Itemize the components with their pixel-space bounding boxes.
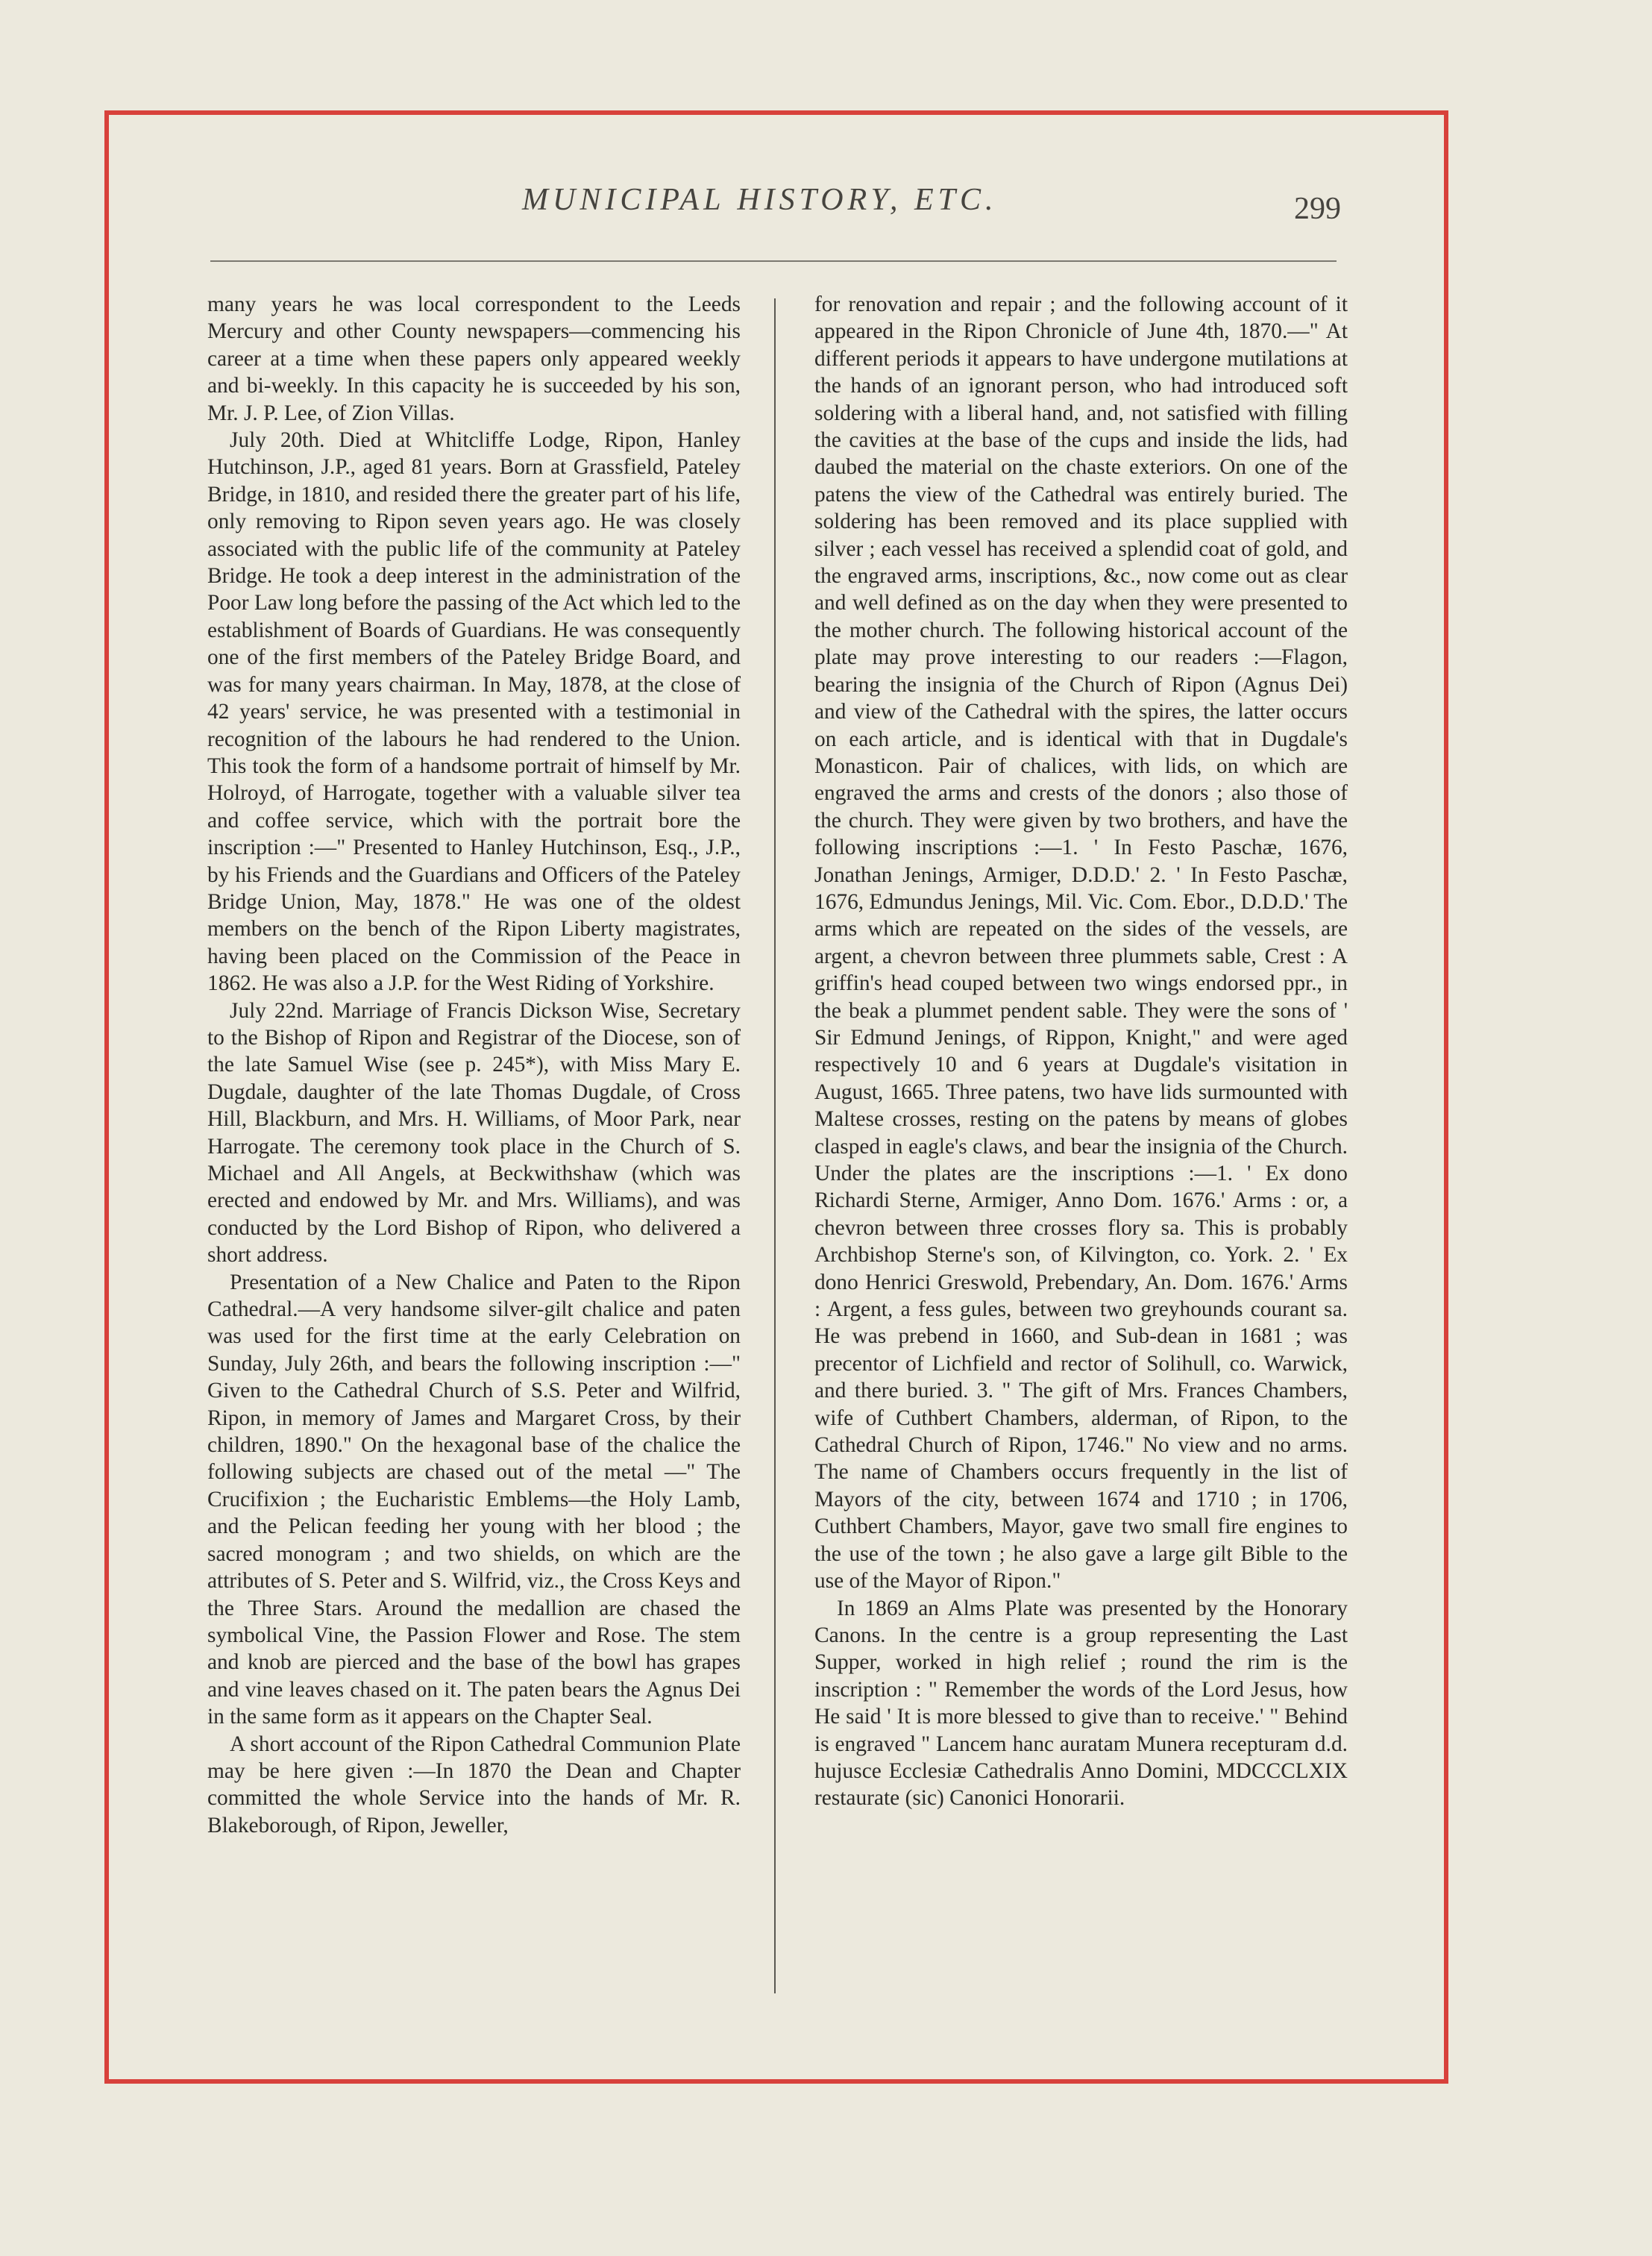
paragraph: July 22nd. Marriage of Francis Dickson Wise, Secretary to the Bishop of Ripon and Registrar of the Diocese, son of the late Samuel Wise (see p. 245*), with Miss Mary E. Dugdale, daughter of the late Thomas Dugdale, of Cross Hill, Blackburn, and Mrs. H. Williams, of Moor Park, near Harrogate. The ceremony took place in the Church of S. Michael and All Angels, at Beckwithshaw (which was erected and endowed by Mr. and Mrs. Williams), and was conducted by the Lord Bishop of Ripon, who delivered a short address.	[207, 998, 741, 1268]
paragraph: for renovation and repair ; and the following account of it appeared in the Ripon Chronicle of June 4th, 1870.—" At different periods it appears to have undergone mutilations at the hands of an ignorant person, who had introduced soft soldering with a liberal hand, and, not satisfied with filling the cavities at the base of the cups and inside the lids, had daubed the material on the chaste exteriors. On one of the patens the view of the Cathedral was entirely buried. The soldering has been removed and its place supplied with silver ; each vessel has received a splendid coat of gold, and the engraved arms, inscriptions, &c., now come out as clear and well defined as on the day when they were presented to the mother church. The following historical account of the plate may prove interesting to our readers :—Flagon, bearing the insignia of the Church of Ripon (Agnus Dei) and view of the Cathedral with the spires, the latter occurs on each article, and is identical with that in Dugdale's Monasticon. Pair of chalices, with lids, on which are engraved the arms and crests of the donors ; also those of the church. They were given by two brothers, and have the following inscriptions :—1. ' In Festo Paschæ, 1676, Jonathan Jenings, Armiger, D.D.D.' 2. ' In Festo Paschæ, 1676, Edmundus Jenings, Mil. Vic. Com. Ebor., D.D.D.' The arms which are repeated on the sides of the vessels, are argent, a chevron between three plummets sable, Crest : A griffin's head couped between two wings endorsed ppr., in the beak a plummet pendent sable. They were the sons of ' Sir Edmund Jenings, of Rippon, Knight," and were aged respectively 10 and 6 years at Dugdale's visitation in August, 1665. Three patens, two have lids surmounted with Maltese crosses, resting on the patens by means of globes clasped in eagle's claws, and bear the insignia of the Church. Under the plates are the inscriptions :—1. ' Ex dono Richardi Sterne, Armiger, Anno Dom. 1676.' Arms : or, a chevron between three crosses flory sa. This is probably Archbishop Sterne's son, of Kilvington, co. York. 2. ' Ex dono Henrici Greswold, Prebendary, An. Dom. 1676.' Arms : Argent, a fess gules, between two greyhounds courant sa. He was prebend in 1660, and Sub-dean in 1681 ; was precentor of Lichfield and rector of Solihull, co. Warwick, and there buried. 3. " The gift of Mrs. Frances Chambers, wife of Cuthbert Chambers, alderman, of Ripon, to the Cathedral Church of Ripon, 1746." No view and no arms. The name of Chambers occurs frequently in the list of Mayors of the city, between 1674 and 1710 ; in 1706, Cuthbert Chambers, Mayor, gave two small fire engines to the use of the town ; he also gave a large gilt Bible to the use of the Mayor of Ripon."	[814, 292, 1348, 1594]
header-rule-left	[210, 260, 1038, 262]
running-header: MUNICIPAL HISTORY, ETC.	[522, 183, 998, 217]
page-number: 299	[1294, 192, 1341, 226]
paragraph: many years he was local correspondent to the Leeds Mercury and other County newspapers—commencing his career at a time when these papers only appeared weekly and bi-weekly. In this capacity he is succeeded by his son, Mr. J. P. Lee, of Zion Villas.	[207, 292, 741, 425]
paragraph: A short account of the Ripon Cathedral Communion Plate may be here given :—In 1870 the Dean and Chapter committed the whole Service into the hands of Mr. R. Blakeborough, of Ripon, Jeweller,	[207, 1732, 741, 1837]
paragraph: Presentation of a New Chalice and Paten to the Ripon Cathedral.—A very handsome silver-gilt chalice and paten was used for the first time at the early Celebration on Sunday, July 26th, and bears the following inscription :—" Given to the Cathedral Church of S.S. Peter and Wilfrid, Ripon, in memory of James and Margaret Cross, by their children, 1890." On the hexagonal base of the chalice the following subjects are chased out of the metal —" The Crucifixion ; the Eucharistic Emblems—the Holy Lamb, and the Pelican feeding her young with her blood ; the sacred monogram ; and two shields, on which are the attributes of S. Peter and S. Wilfrid, viz., the Cross Keys and the Three Stars. Around the medallion are chased the symbolical Vine, the Passion Flower and Rose. The stem and knob are pierced and the base of the bowl has grapes and vine leaves chased on it. The paten bears the Agnus Dei in the same form as it appears on the Chapter Seal.	[207, 1270, 741, 1729]
column-divider	[774, 298, 776, 1993]
left-text-column	[207, 291, 741, 1839]
paragraph: July 20th. Died at Whitcliffe Lodge, Ripon, Hanley Hutchinson, J.P., aged 81 years. Born at Grassfield, Pateley Bridge, in 1810, and resided there the greater part of his life, only removing to Ripon seven years ago. He was closely associated with the public life of the community at Pateley Bridge. He took a deep interest in the administration of the Poor Law long before the passing of the Act which led to the establishment of Boards of Guardians. He was consequently one of the first members of the Pateley Bridge Board, and was for many years chairman. In May, 1878, at the close of 42 years' service, he was presented with a testimonial in recognition of the labours he had rendered to the Union. This took the form of a handsome portrait of himself by Mr. Holroyd, of Harrogate, together with a valuable silver tea and coffee service, which with the portrait bore the inscription :—" Presented to Hanley Hutchinson, Esq., J.P., by his Friends and the Guardians and Officers of the Pateley Bridge Union, May, 1878." He was one of the oldest members on the bench of the Ripon Liberty magistrates, having been placed on the Commission of the Peace in 1862. He was also a J.P. for the West Riding of Yorkshire.	[207, 428, 741, 996]
paragraph: In 1869 an Alms Plate was presented by the Honorary Canons. In the centre is a group representing the Last Supper, worked in high relief ; round the rim is the inscription : " Remember the words of the Lord Jesus, how He said ' It is more blessed to give than to receive.' " Behind is engraved " Lancem hanc auratam Munera recepturam d.d. hujusce Ecclesiæ Cathedralis Anno Domini, MDCCCLXIX restaurate (sic) Canonici Honorarii.	[814, 1596, 1348, 1811]
right-text-column	[814, 291, 1348, 1812]
header-rule-right	[1038, 260, 1337, 262]
